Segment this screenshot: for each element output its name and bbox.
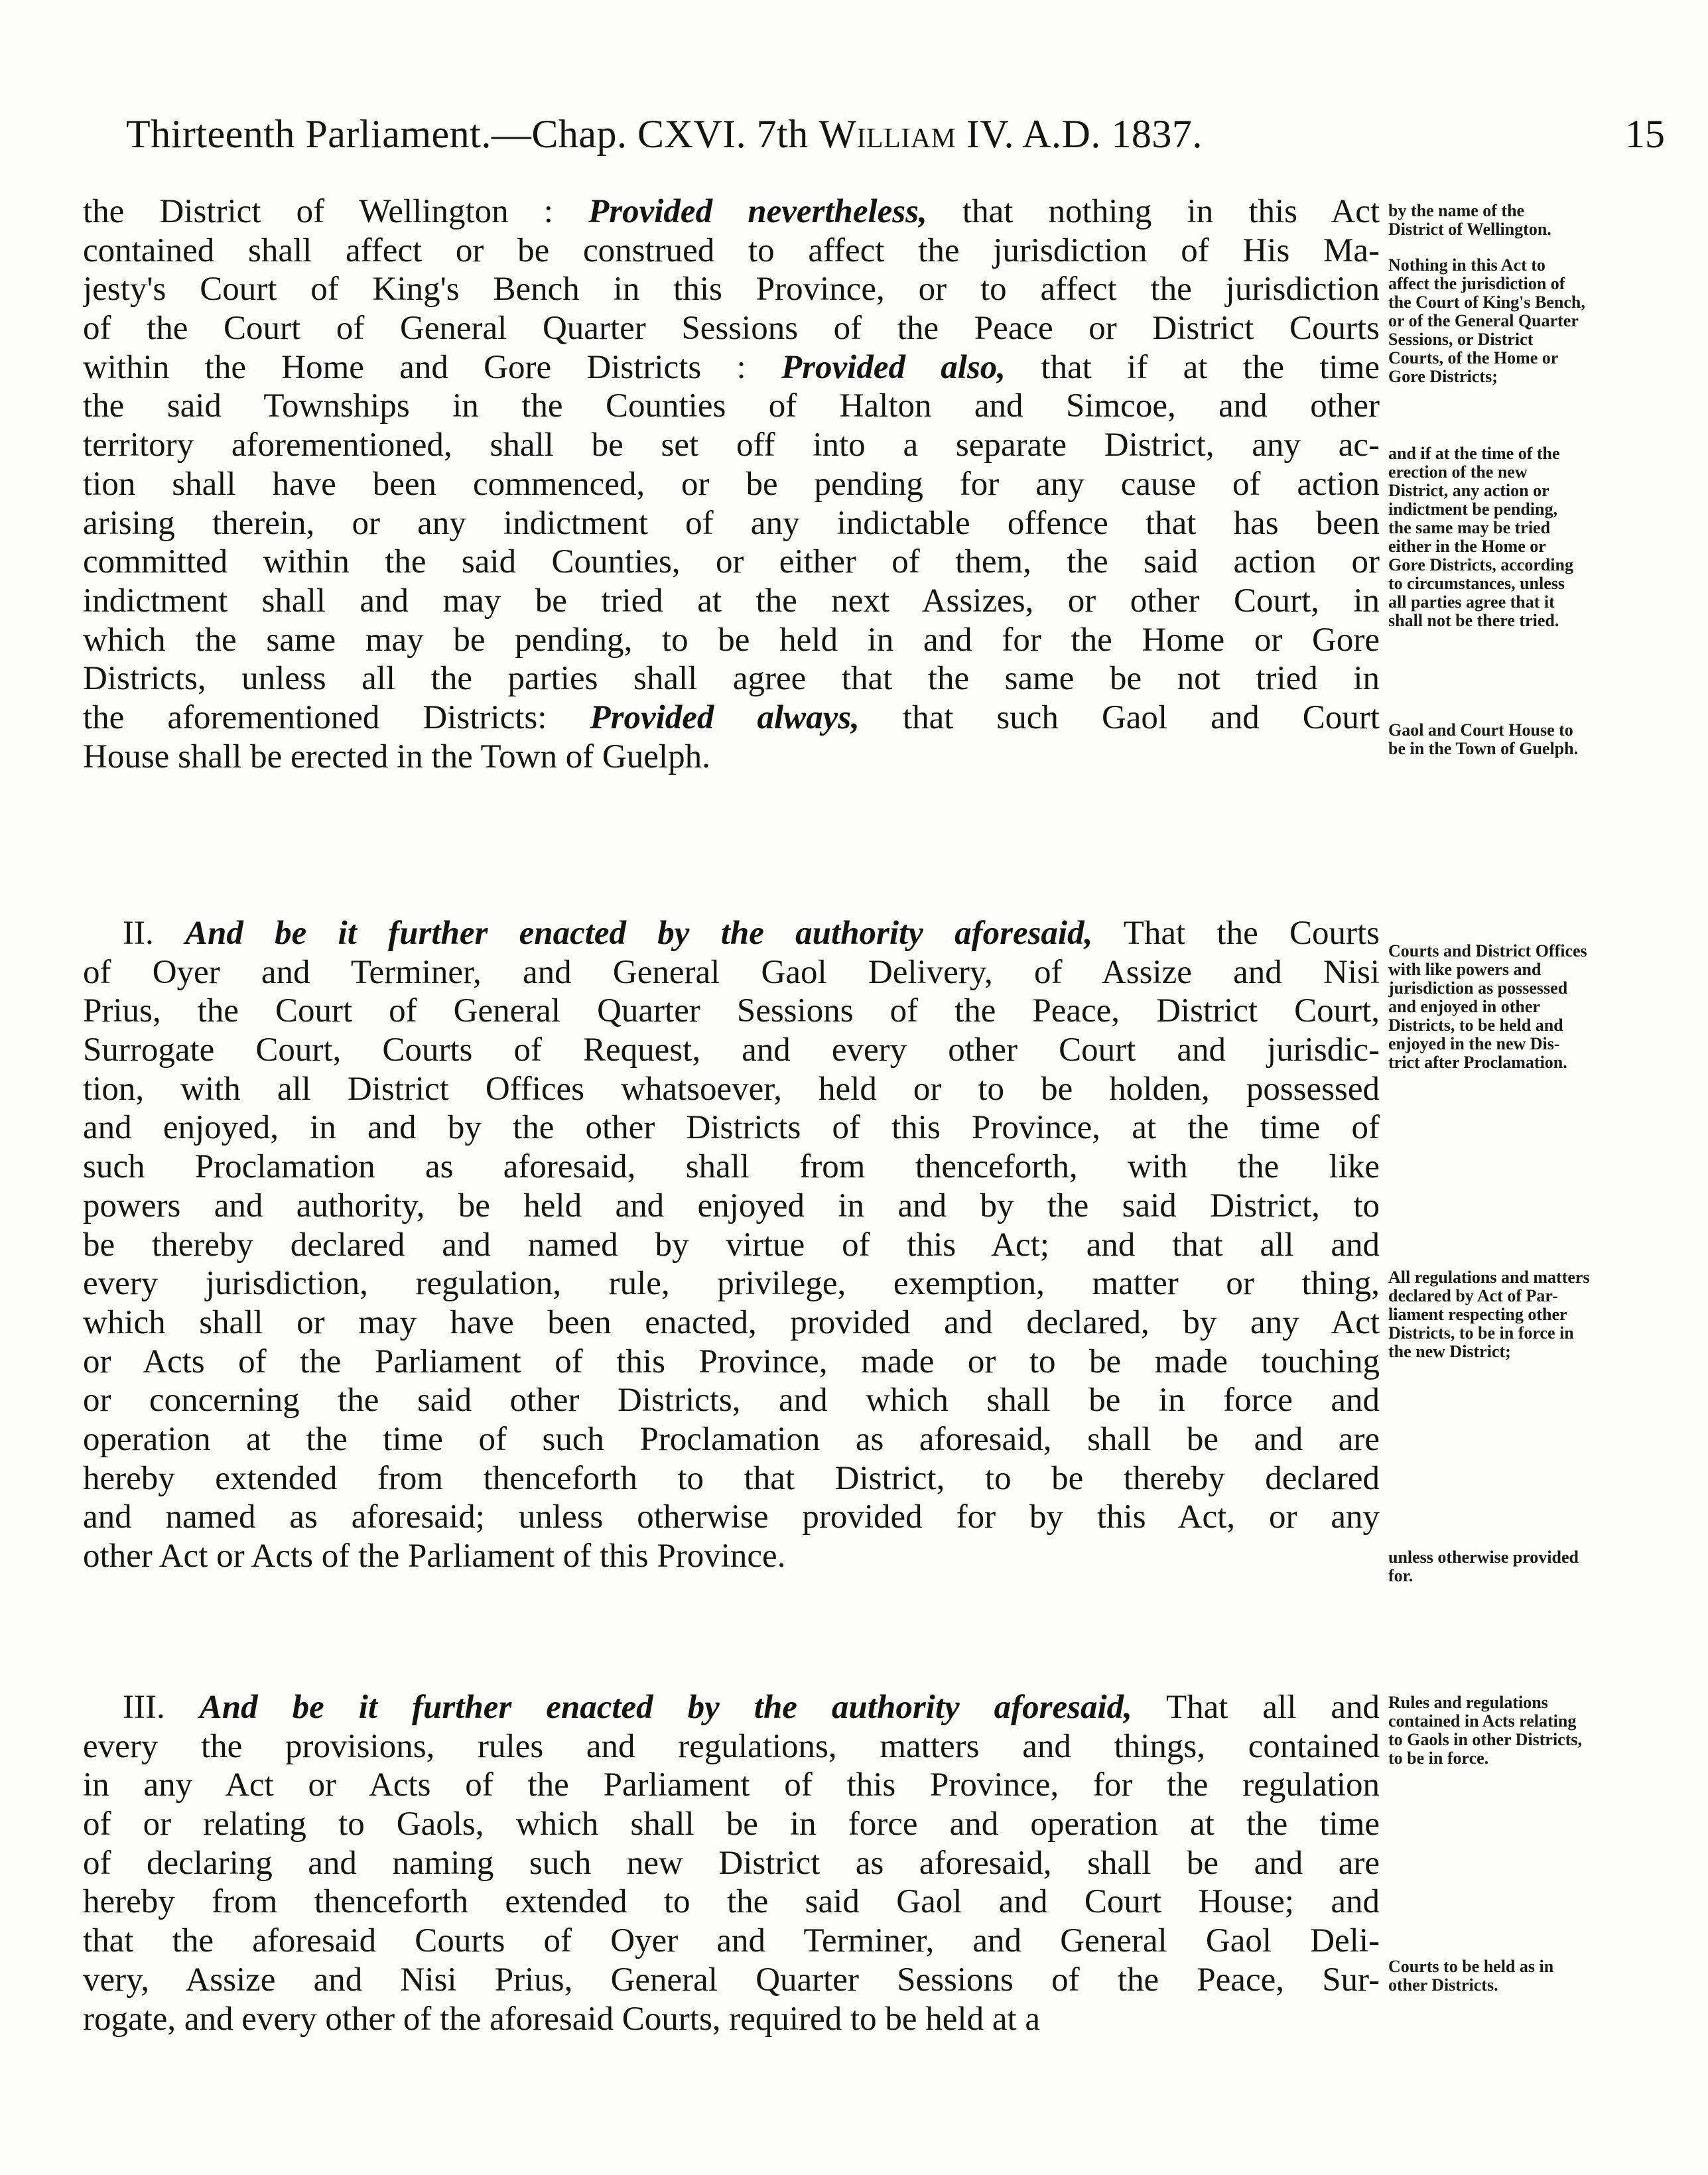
text-run: and enjoyed, in and by the other Districts of this Province, at the time of [83,1109,1380,1147]
marginal-note-line: all parties agree that it [1388,593,1555,612]
text-line [83,1961,1380,2000]
running-title: Thirteenth Parliament.—Chap. CXVI. 7th William IV. A.D. 1837. [126,112,1203,156]
text-line [83,1922,1380,1961]
text-line [83,192,1380,231]
italic-phrase: And be it further enacted by the authority aforesaid, [184,915,1093,952]
text-line [83,2000,1380,2039]
italic-phrase: And be it further enacted by the authority aforesaid, [199,1689,1132,1726]
marginal-note-line: District, any action or [1388,482,1549,500]
marginal-note [1388,256,1654,386]
text-line [83,953,1380,992]
marginal-note-line: Sessions, or District [1388,330,1534,349]
marginal-note-line: with like powers and [1388,960,1542,979]
marginal-note-line: the new District; [1388,1343,1511,1361]
marginal-note [1388,1693,1654,1768]
text-line [83,1766,1380,1805]
marginal-note-line: Courts and District Offices [1388,942,1587,960]
text-line [83,1537,1380,1576]
marginal-note [1388,942,1654,1072]
italic-phrase: Provided nevertheless, [588,193,927,230]
marginal-note-line: and enjoyed in other [1388,998,1540,1016]
text-line [83,1882,1380,1922]
marginal-note-line: Rules and regulations [1388,1693,1548,1712]
text-run: and named as aforesaid; unless otherwise provided for by this Act, or any [83,1498,1380,1536]
text-line [83,465,1380,504]
marginal-note-line: District of Wellington. [1388,220,1551,239]
text-line [83,309,1380,348]
text-line [83,698,1380,738]
text-line [83,1688,1380,1727]
marginal-note-line: by the name of the [1388,202,1525,220]
marginal-note-line: liament respecting other [1388,1305,1567,1324]
text-line [83,582,1380,621]
marginal-note-line: jurisdiction as possessed [1388,979,1568,998]
marginal-note-line: trict after Proclamation. [1388,1053,1567,1072]
text-run: Prius, the Court of General Quarter Sessions of the Peace, District Court, [83,992,1380,1030]
text-line [83,387,1380,426]
text-run: that such Gaol and Court [859,698,1380,736]
text-line [83,1844,1380,1883]
marginal-note [1388,1957,1654,1995]
text-run: indictment shall and may be tried at the next Assizes, or other Court, in [83,582,1380,620]
marginal-note [1388,721,1654,758]
text-run: which the same may be pending, to be held in and for the Home or Gore [83,621,1380,659]
text-line [83,1459,1380,1498]
text-run: II. [123,915,185,952]
section-iii [83,1688,1380,2038]
text-run: or concerning the said other Districts, and which shall be in force and [83,1382,1380,1419]
marginal-note-line: the same may be tried [1388,519,1551,537]
marginal-note-line: Gore Districts; [1388,367,1498,386]
section-continuation [83,192,1380,776]
text-line [83,1264,1380,1303]
text-run: other Act or Acts of the Parliament of this Province. [83,1538,786,1575]
italic-phrase: Provided also, [781,348,1006,386]
text-run: arising therein, or any indictment of any indictable offence that has been [83,504,1380,542]
text-run: tion shall have been commenced, or be pending for any cause of action [83,465,1380,503]
marginal-note-line: to circumstances, unless [1388,574,1565,593]
marginal-note-line: Gaol and Court House to [1388,721,1573,740]
marginal-note-line: unless otherwise provided [1388,1548,1579,1567]
text-run: be thereby declared and named by virtue of this Act; and that all and [83,1226,1380,1264]
text-run: of Oyer and Terminer, and General Gaol Delivery, of Assize and Nisi [83,953,1380,991]
marginal-note-line: indictment be pending, [1388,500,1557,519]
text-run: every the provisions, rules and regulations, matters and things, contained [83,1727,1380,1765]
marginal-note-line: either in the Home or [1388,537,1546,556]
text-run: III. [123,1689,200,1726]
marginal-note-line: Districts, to be in force in [1388,1324,1574,1343]
marginal-note-line: other Districts. [1388,1976,1498,1995]
marginal-note-line: enjoyed in the new Dis- [1388,1035,1560,1053]
marginal-note-line: and if at the time of the [1388,444,1560,463]
marginal-note-line: All regulations and matters [1388,1268,1590,1287]
marginal-note-line: declared by Act of Par- [1388,1287,1558,1305]
text-line [83,914,1380,953]
text-run: hereby extended from thenceforth to that District, to be thereby declared [83,1459,1380,1497]
marginal-note-line: affect the jurisdiction of [1388,275,1565,293]
marginal-note [1388,202,1654,239]
text-run: every jurisdiction, regulation, rule, privilege, exemption, matter or thing, [83,1265,1380,1303]
text-line [83,1727,1380,1766]
text-line [83,1303,1380,1343]
text-run: territory aforementioned, shall be set off into a separate District, any ac- [83,427,1380,464]
text-run: contained shall affect or be construed to affect the jurisdiction of His Ma- [83,231,1380,269]
text-line [83,1148,1380,1187]
text-run: powers and authority, be held and enjoyed in and by the said District, to [83,1187,1380,1224]
text-run: of the Court of General Quarter Sessions of the Peace or District Courts [83,310,1380,348]
marginal-note-line: to Gaols in other Districts, [1388,1731,1582,1749]
text-run: Districts, unless all the parties shall agree that the same be not tried in [83,660,1380,698]
text-line [83,1381,1380,1420]
section-ii [83,914,1380,1576]
text-line [83,348,1380,387]
marginal-note-line: Districts, to be held and [1388,1016,1563,1035]
marginal-note [1388,444,1654,630]
text-line [83,1343,1380,1382]
marginal-note-line: Courts to be held as in [1388,1957,1554,1976]
text-line [83,504,1380,543]
text-run: operation at the time of such Proclamation as aforesaid, shall be and are [83,1420,1380,1458]
text-run: or Acts of the Parliament of this Province, made or to be made touching [83,1343,1380,1380]
text-run: That all and [1132,1689,1380,1726]
marginal-note-line: erection of the new [1388,463,1528,482]
text-run: very, Assize and Nisi Prius, General Quarter Sessions of the Peace, Sur- [83,1961,1380,1999]
text-run: the aforementioned Districts: [83,698,590,736]
text-run: in any Act or Acts of the Parliament of this Province, for the regulation [83,1766,1380,1804]
marginal-note-line: for. [1388,1567,1413,1585]
text-run: that nothing in this Act [927,193,1380,230]
marginal-note-line: contained in Acts relating [1388,1712,1577,1731]
text-run: of declaring and naming such new District as aforesaid, shall be and are [83,1844,1380,1882]
marginal-note [1388,1548,1654,1585]
text-line [83,621,1380,660]
text-run: hereby from thenceforth extended to the said Gaol and Court House; and [83,1883,1380,1921]
text-line [83,1108,1380,1148]
marginal-note-line: shall not be there tried. [1388,612,1559,630]
text-line [83,426,1380,465]
italic-phrase: Provided always, [590,698,860,736]
text-line [83,1187,1380,1226]
text-run: the District of Wellington : [83,193,589,230]
marginal-note-line: Gore Districts, according [1388,556,1573,574]
running-header [126,111,1665,165]
text-run: that the aforesaid Courts of Oyer and Terminer, and General Gaol Deli- [83,1922,1380,1960]
text-line [83,1226,1380,1265]
text-run: House shall be erected in the Town of Guelph. [83,738,710,775]
text-run: that if at the time [1006,348,1380,386]
text-run: which shall or may have been enacted, provided and declared, by any Act [83,1303,1380,1341]
text-line [83,270,1380,309]
text-run: rogate, and every other of the aforesaid Courts, required to be held at a [83,2000,1041,2038]
text-run: such Proclamation as aforesaid, shall from thenceforth, with the like [83,1148,1380,1186]
text-line [83,659,1380,698]
text-run: jesty's Court of King's Bench in this Province, or to affect the jurisdiction [83,271,1380,308]
marginal-note-line: or of the General Quarter [1388,312,1579,330]
text-line [83,992,1380,1031]
marginal-note [1388,1268,1654,1361]
text-line [83,231,1380,271]
text-run: within the Home and Gore Districts : [83,348,782,386]
text-line [83,543,1380,582]
text-line [83,1805,1380,1844]
text-line [83,1070,1380,1109]
text-line [83,1498,1380,1537]
marginal-note-line: be in the Town of Guelph. [1388,740,1579,758]
text-run: committed within the said Counties, or either of them, the said action or [83,543,1380,581]
text-line [83,738,1380,777]
text-run: That the Courts [1092,915,1380,952]
text-line [83,1420,1380,1459]
marginal-note-line: Courts, of the Home or [1388,349,1559,367]
marginal-note-line: to be in force. [1388,1749,1489,1768]
text-run: the said Townships in the Counties of Halton and Simcoe, and other [83,387,1380,425]
marginal-note-line: Nothing in this Act to [1388,256,1545,275]
page-number: 15 [1625,112,1665,156]
text-run: of or relating to Gaols, which shall be in force and operation at the time [83,1806,1380,1843]
marginal-note-line: the Court of King's Bench, [1388,293,1585,312]
text-line [83,1031,1380,1070]
text-run: Surrogate Court, Courts of Request, and every other Court and jurisdic- [83,1031,1380,1069]
text-run: tion, with all District Offices whatsoever, held or to be holden, possessed [83,1070,1380,1108]
